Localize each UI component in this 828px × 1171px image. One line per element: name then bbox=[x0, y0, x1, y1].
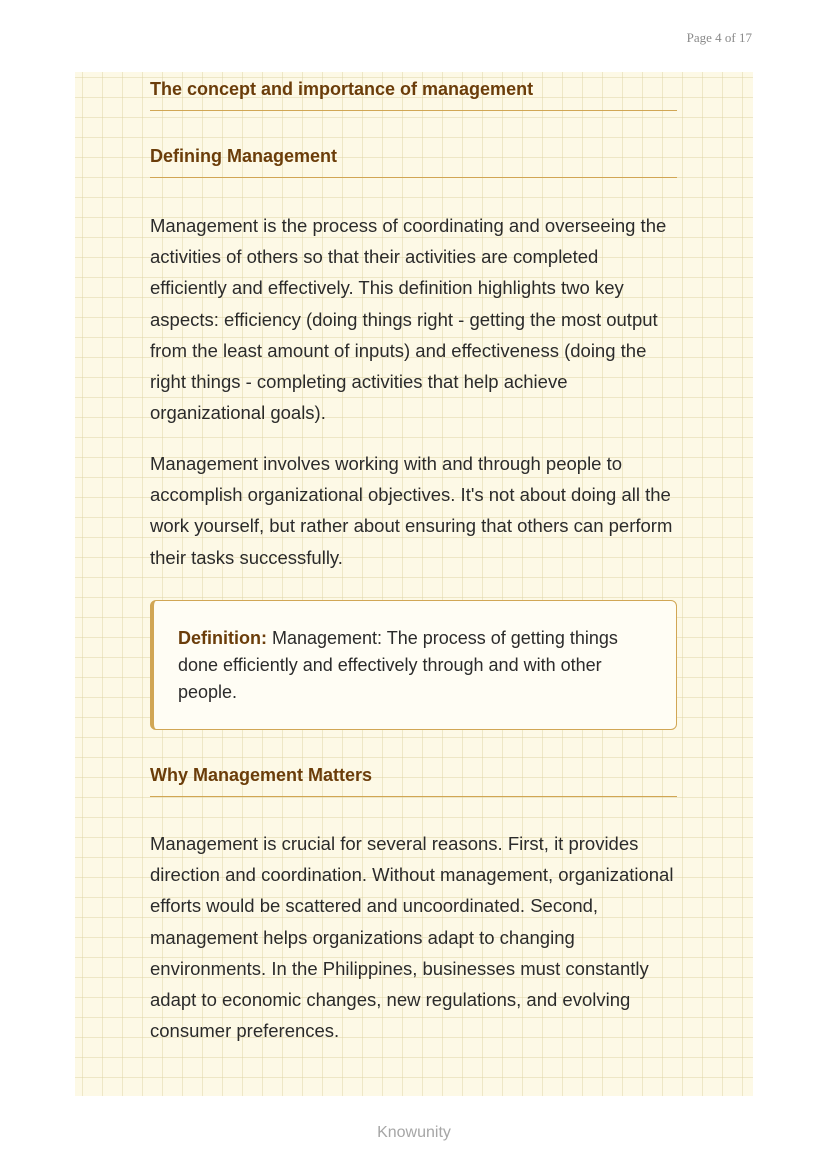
note-sheet bbox=[75, 72, 753, 1096]
why-management-heading: Why Management Matters bbox=[150, 764, 677, 797]
definition-callout bbox=[150, 600, 677, 730]
why-paragraph: Management is crucial for several reasons. First, it provides direction and coordination. Without management, organizational efforts would be scattered and uncoordinated. Second, management helps organizations adapt to changing environments. In the Philippines, businesses must constantly adapt to economic changes, new regulations, and evolving consumer preferences. bbox=[150, 833, 674, 1042]
defining-management-heading: Defining Management bbox=[150, 145, 677, 178]
defining-paragraph-2: Management involves working with and through people to accomplish organizational objectives. It's not about doing all the work yourself, but rather about ensuring that others can perform their tasks successfully. bbox=[150, 453, 673, 568]
definition-label: Definition: bbox=[178, 628, 267, 648]
page-number: Page 4 of 17 bbox=[686, 30, 752, 45]
definition-text: Management: The process of getting things done efficiently and effectively through and with other people. bbox=[178, 628, 618, 702]
footer-brand: Knowunity bbox=[377, 1124, 451, 1141]
defining-paragraph-1: Management is the process of coordinating and overseeing the activities of others so that their activities are completed efficiently and effectively. This definition highlights two key aspects: efficiency (doing things right - getting the most output from the least amount of inputs) and effectiveness (doing the right things - completing activities that help achieve organizational goals). bbox=[150, 215, 667, 424]
section-title: The concept and importance of management bbox=[150, 78, 677, 111]
